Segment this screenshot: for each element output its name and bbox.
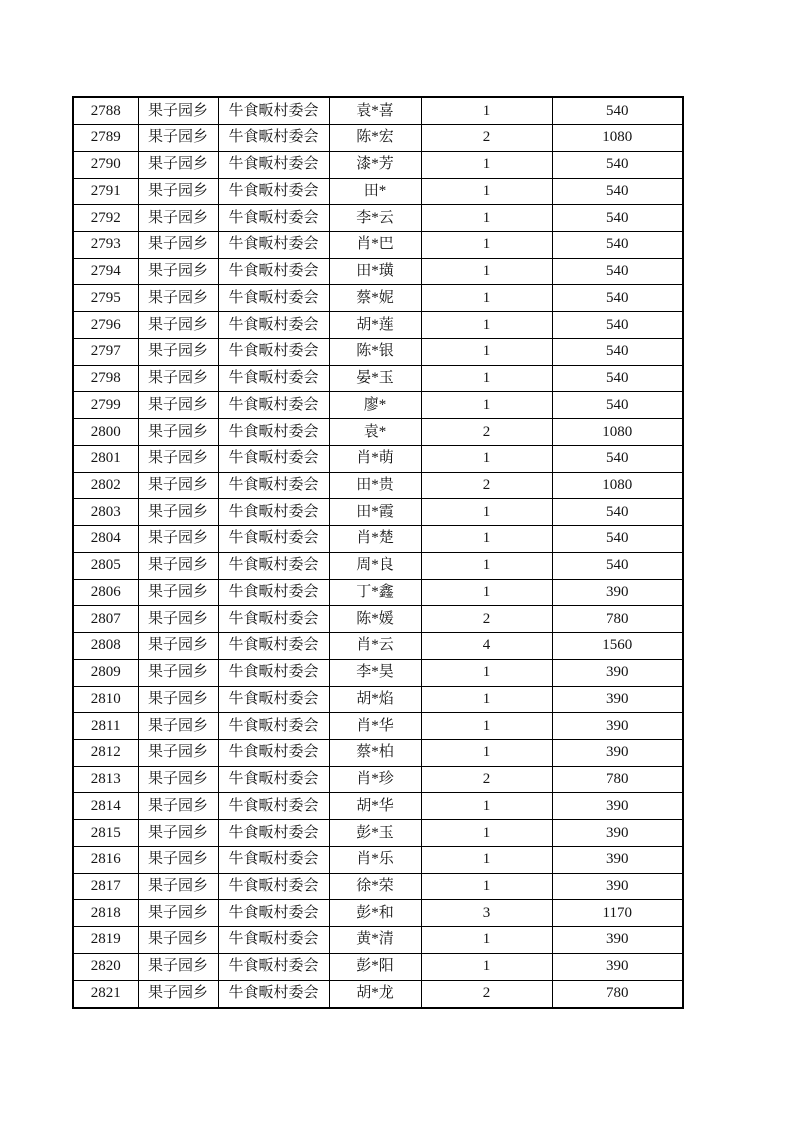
cell-township: 果子园乡 [138,526,218,553]
cell-village-committee: 牛食畈村委会 [218,178,329,205]
cell-person-count: 2 [421,766,552,793]
cell-township: 果子园乡 [138,900,218,927]
cell-village-committee: 牛食畈村委会 [218,232,329,259]
table-row [73,232,683,259]
cell-person-count: 1 [421,232,552,259]
cell-township: 果子园乡 [138,953,218,980]
cell-serial: 2794 [73,258,138,285]
cell-person-count: 1 [421,552,552,579]
cell-serial: 2819 [73,927,138,954]
cell-serial: 2792 [73,205,138,232]
cell-name: 肖*珍 [329,766,421,793]
table-row [73,392,683,419]
cell-name: 廖* [329,392,421,419]
cell-village-committee: 牛食畈村委会 [218,365,329,392]
cell-township: 果子园乡 [138,980,218,1008]
cell-name: 彭*玉 [329,820,421,847]
cell-village-committee: 牛食畈村委会 [218,980,329,1008]
cell-amount: 540 [552,445,683,472]
cell-village-committee: 牛食畈村委会 [218,97,329,125]
cell-township: 果子园乡 [138,686,218,713]
cell-serial: 2798 [73,365,138,392]
cell-person-count: 1 [421,713,552,740]
table-row [73,579,683,606]
table-row [73,900,683,927]
table-row [73,178,683,205]
cell-township: 果子园乡 [138,766,218,793]
cell-person-count: 1 [421,499,552,526]
cell-serial: 2795 [73,285,138,312]
cell-amount: 780 [552,766,683,793]
cell-serial: 2802 [73,472,138,499]
cell-name: 胡*龙 [329,980,421,1008]
table-row [73,820,683,847]
table-row [73,846,683,873]
cell-amount: 390 [552,659,683,686]
cell-township: 果子园乡 [138,739,218,766]
cell-person-count: 1 [421,526,552,553]
cell-village-committee: 牛食畈村委会 [218,900,329,927]
cell-township: 果子园乡 [138,927,218,954]
table-row [73,980,683,1008]
table-row [73,606,683,633]
cell-township: 果子园乡 [138,232,218,259]
table-row [73,151,683,178]
cell-village-committee: 牛食畈村委会 [218,205,329,232]
cell-serial: 2808 [73,633,138,660]
cell-name: 肖*华 [329,713,421,740]
cell-township: 果子园乡 [138,419,218,446]
cell-village-committee: 牛食畈村委会 [218,445,329,472]
cell-amount: 390 [552,846,683,873]
cell-amount: 540 [552,365,683,392]
cell-name: 袁*喜 [329,97,421,125]
cell-person-count: 1 [421,953,552,980]
cell-person-count: 1 [421,579,552,606]
table-row [73,633,683,660]
table-row [73,739,683,766]
cell-village-committee: 牛食畈村委会 [218,312,329,339]
table-row [73,312,683,339]
cell-amount: 540 [552,258,683,285]
cell-village-committee: 牛食畈村委会 [218,766,329,793]
cell-name: 肖*巴 [329,232,421,259]
cell-person-count: 1 [421,659,552,686]
cell-name: 田*贵 [329,472,421,499]
cell-amount: 390 [552,927,683,954]
cell-serial: 2812 [73,739,138,766]
cell-township: 果子园乡 [138,205,218,232]
cell-township: 果子园乡 [138,285,218,312]
table-row [73,285,683,312]
cell-township: 果子园乡 [138,713,218,740]
table-row [73,873,683,900]
cell-person-count: 1 [421,97,552,125]
cell-amount: 1080 [552,472,683,499]
cell-amount: 780 [552,606,683,633]
cell-amount: 390 [552,713,683,740]
cell-amount: 1170 [552,900,683,927]
cell-amount: 540 [552,151,683,178]
cell-serial: 2793 [73,232,138,259]
table-row [73,499,683,526]
cell-serial: 2805 [73,552,138,579]
cell-serial: 2791 [73,178,138,205]
cell-person-count: 1 [421,739,552,766]
table-body [73,97,683,1008]
cell-serial: 2821 [73,980,138,1008]
cell-township: 果子园乡 [138,338,218,365]
cell-amount: 390 [552,579,683,606]
cell-name: 胡*莲 [329,312,421,339]
cell-serial: 2796 [73,312,138,339]
cell-serial: 2815 [73,820,138,847]
cell-amount: 390 [552,953,683,980]
cell-serial: 2790 [73,151,138,178]
cell-township: 果子园乡 [138,793,218,820]
cell-amount: 540 [552,338,683,365]
cell-amount: 1080 [552,125,683,152]
cell-amount: 540 [552,178,683,205]
cell-person-count: 1 [421,820,552,847]
cell-village-committee: 牛食畈村委会 [218,258,329,285]
table-row [73,472,683,499]
table-row [73,526,683,553]
cell-name: 肖*萌 [329,445,421,472]
cell-amount: 390 [552,793,683,820]
cell-village-committee: 牛食畈村委会 [218,846,329,873]
cell-name: 田* [329,178,421,205]
cell-serial: 2810 [73,686,138,713]
cell-serial: 2806 [73,579,138,606]
cell-person-count: 1 [421,285,552,312]
cell-amount: 1080 [552,419,683,446]
cell-village-committee: 牛食畈村委会 [218,686,329,713]
cell-name: 陈*媛 [329,606,421,633]
cell-person-count: 1 [421,445,552,472]
cell-person-count: 2 [421,419,552,446]
cell-township: 果子园乡 [138,392,218,419]
cell-name: 陈*宏 [329,125,421,152]
cell-name: 李*云 [329,205,421,232]
cell-township: 果子园乡 [138,151,218,178]
cell-village-committee: 牛食畈村委会 [218,739,329,766]
cell-name: 袁* [329,419,421,446]
table-row [73,659,683,686]
cell-township: 果子园乡 [138,633,218,660]
cell-amount: 540 [552,526,683,553]
cell-name: 晏*玉 [329,365,421,392]
cell-person-count: 1 [421,686,552,713]
cell-township: 果子园乡 [138,125,218,152]
cell-township: 果子园乡 [138,552,218,579]
cell-name: 田*霞 [329,499,421,526]
cell-township: 果子园乡 [138,579,218,606]
cell-township: 果子园乡 [138,659,218,686]
cell-person-count: 1 [421,151,552,178]
cell-township: 果子园乡 [138,606,218,633]
cell-name: 蔡*柏 [329,739,421,766]
cell-serial: 2799 [73,392,138,419]
cell-serial: 2817 [73,873,138,900]
cell-person-count: 3 [421,900,552,927]
cell-name: 肖*楚 [329,526,421,553]
cell-township: 果子园乡 [138,365,218,392]
cell-name: 漆*芳 [329,151,421,178]
cell-serial: 2801 [73,445,138,472]
cell-name: 徐*荣 [329,873,421,900]
cell-village-committee: 牛食畈村委会 [218,499,329,526]
cell-name: 蔡*妮 [329,285,421,312]
cell-name: 田*璜 [329,258,421,285]
table-row [73,686,683,713]
cell-person-count: 1 [421,846,552,873]
cell-person-count: 2 [421,606,552,633]
cell-serial: 2814 [73,793,138,820]
cell-serial: 2809 [73,659,138,686]
cell-serial: 2816 [73,846,138,873]
table-row [73,445,683,472]
cell-person-count: 1 [421,178,552,205]
cell-name: 李*昊 [329,659,421,686]
cell-person-count: 2 [421,125,552,152]
cell-person-count: 1 [421,258,552,285]
cell-village-committee: 牛食畈村委会 [218,793,329,820]
cell-amount: 540 [552,552,683,579]
cell-name: 周*良 [329,552,421,579]
cell-serial: 2820 [73,953,138,980]
cell-person-count: 1 [421,312,552,339]
table-row [73,766,683,793]
cell-township: 果子园乡 [138,445,218,472]
cell-village-committee: 牛食畈村委会 [218,927,329,954]
cell-name: 丁*鑫 [329,579,421,606]
cell-village-committee: 牛食畈村委会 [218,125,329,152]
cell-amount: 540 [552,392,683,419]
cell-village-committee: 牛食畈村委会 [218,953,329,980]
cell-person-count: 1 [421,205,552,232]
cell-township: 果子园乡 [138,820,218,847]
cell-serial: 2788 [73,97,138,125]
cell-person-count: 2 [421,472,552,499]
table-row [73,927,683,954]
cell-amount: 390 [552,820,683,847]
cell-village-committee: 牛食畈村委会 [218,713,329,740]
table-row [73,205,683,232]
cell-township: 果子园乡 [138,178,218,205]
cell-serial: 2818 [73,900,138,927]
cell-amount: 1560 [552,633,683,660]
cell-serial: 2804 [73,526,138,553]
cell-village-committee: 牛食畈村委会 [218,606,329,633]
cell-serial: 2789 [73,125,138,152]
cell-amount: 780 [552,980,683,1008]
cell-township: 果子园乡 [138,97,218,125]
cell-name: 肖*云 [329,633,421,660]
cell-township: 果子园乡 [138,312,218,339]
cell-township: 果子园乡 [138,258,218,285]
cell-person-count: 1 [421,338,552,365]
cell-serial: 2811 [73,713,138,740]
cell-amount: 540 [552,97,683,125]
cell-person-count: 1 [421,793,552,820]
cell-village-committee: 牛食畈村委会 [218,526,329,553]
table-row [73,97,683,125]
cell-village-committee: 牛食畈村委会 [218,873,329,900]
cell-amount: 390 [552,873,683,900]
beneficiary-table [72,96,684,1009]
cell-name: 胡*华 [329,793,421,820]
table-row [73,713,683,740]
cell-serial: 2803 [73,499,138,526]
cell-township: 果子园乡 [138,472,218,499]
cell-name: 彭*阳 [329,953,421,980]
cell-township: 果子园乡 [138,499,218,526]
cell-name: 彭*和 [329,900,421,927]
cell-village-committee: 牛食畈村委会 [218,419,329,446]
cell-person-count: 1 [421,365,552,392]
cell-person-count: 4 [421,633,552,660]
cell-name: 陈*银 [329,338,421,365]
table-row [73,125,683,152]
table-row [73,338,683,365]
cell-person-count: 1 [421,392,552,419]
table-row [73,793,683,820]
table-row [73,365,683,392]
cell-village-committee: 牛食畈村委会 [218,579,329,606]
cell-serial: 2800 [73,419,138,446]
cell-township: 果子园乡 [138,846,218,873]
cell-amount: 540 [552,285,683,312]
table-row [73,953,683,980]
cell-name: 黄*清 [329,927,421,954]
cell-village-committee: 牛食畈村委会 [218,151,329,178]
cell-amount: 540 [552,205,683,232]
cell-person-count: 2 [421,980,552,1008]
cell-village-committee: 牛食畈村委会 [218,820,329,847]
cell-village-committee: 牛食畈村委会 [218,633,329,660]
cell-amount: 390 [552,739,683,766]
cell-serial: 2797 [73,338,138,365]
cell-amount: 540 [552,232,683,259]
cell-amount: 540 [552,312,683,339]
table-row [73,419,683,446]
cell-amount: 390 [552,686,683,713]
cell-person-count: 1 [421,873,552,900]
cell-serial: 2813 [73,766,138,793]
table-row [73,552,683,579]
cell-amount: 540 [552,499,683,526]
cell-serial: 2807 [73,606,138,633]
cell-village-committee: 牛食畈村委会 [218,472,329,499]
cell-village-committee: 牛食畈村委会 [218,338,329,365]
cell-village-committee: 牛食畈村委会 [218,659,329,686]
cell-village-committee: 牛食畈村委会 [218,285,329,312]
cell-township: 果子园乡 [138,873,218,900]
cell-person-count: 1 [421,927,552,954]
cell-name: 肖*乐 [329,846,421,873]
cell-name: 胡*焰 [329,686,421,713]
table-row [73,258,683,285]
cell-village-committee: 牛食畈村委会 [218,552,329,579]
cell-village-committee: 牛食畈村委会 [218,392,329,419]
